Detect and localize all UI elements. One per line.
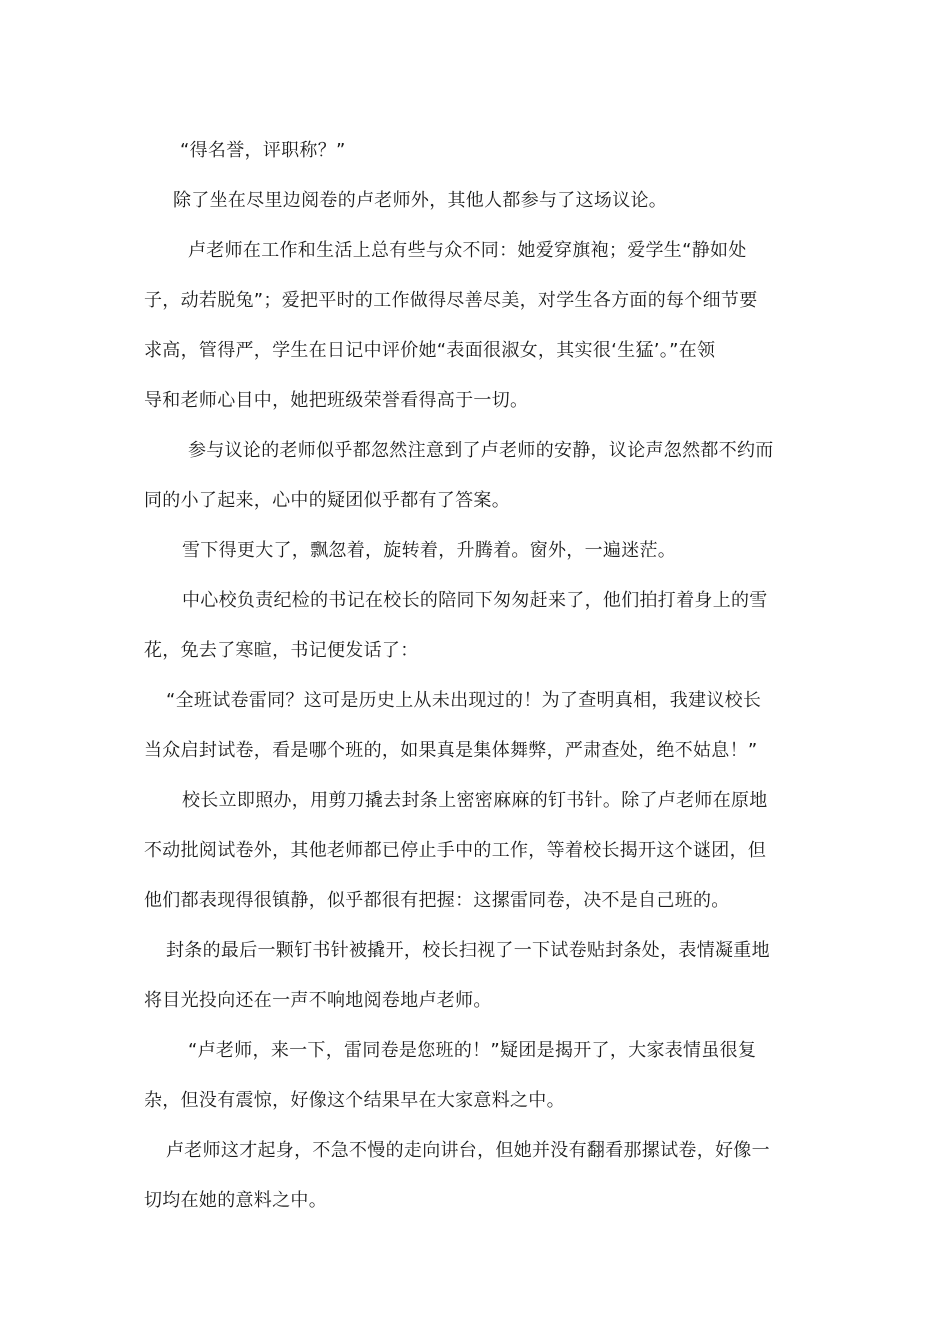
text-line: “全班试卷雷同？这可是历史上从未出现过的！为了查明真相，我建议校长 bbox=[166, 690, 762, 711]
text-line: 当众启封试卷，看是哪个班的，如果真是集体舞弊，严肃查处，绝不姑息！” bbox=[144, 740, 758, 761]
text-line: 卢老师在工作和生活上总有些与众不同：她爱穿旗袍；爱学生“静如处 bbox=[188, 240, 747, 261]
text-line: 杂，但没有震惊，好像这个结果早在大家意料之中。 bbox=[144, 1090, 565, 1111]
text-line: “卢老师，来一下，雷同卷是您班的！”疑团是揭开了，大家表情虽很复 bbox=[188, 1040, 757, 1061]
text-line: 他们都表现得很镇静，似乎都很有把握：这摞雷同卷，决不是自己班的。 bbox=[144, 890, 730, 911]
text-line: 卢老师这才起身，不急不慢的走向讲台，但她并没有翻看那摞试卷，好像一 bbox=[166, 1140, 770, 1161]
text-line: 切均在她的意料之中。 bbox=[144, 1190, 327, 1211]
text-line: 将目光投向还在一声不响地阅卷地卢老师。 bbox=[144, 990, 492, 1011]
text-line: 子，动若脱兔”；爱把平时的工作做得尽善尽美，对学生各方面的每个细节要 bbox=[144, 290, 758, 311]
text-line: 导和老师心目中，她把班级荣誉看得高于一切。 bbox=[144, 390, 529, 411]
text-line: “得名誉，评职称？” bbox=[180, 140, 346, 161]
text-line: 除了坐在尽里边阅卷的卢老师外，其他人都参与了这场议论。 bbox=[173, 190, 668, 211]
text-line: 同的小了起来，心中的疑团似乎都有了答案。 bbox=[144, 490, 510, 511]
text-line: 花，免去了寒暄，书记便发话了： bbox=[144, 640, 419, 661]
text-line: 雪下得更大了，飘忽着，旋转着，升腾着。窗外，一遍迷茫。 bbox=[182, 540, 677, 561]
text-line: 封条的最后一颗钉书针被撬开，校长扫视了一下试卷贴封条处，表情凝重地 bbox=[166, 940, 770, 961]
text-line: 求高，管得严，学生在日记中评价她“表面很淑女，其实很‘生猛’。”在领 bbox=[144, 340, 716, 361]
text-line: 中心校负责纪检的书记在校长的陪同下匆匆赶来了，他们拍打着身上的雪 bbox=[182, 590, 768, 611]
text-line: 参与议论的老师似乎都忽然注意到了卢老师的安静，议论声忽然都不约而 bbox=[188, 440, 774, 461]
text-line: 校长立即照办，用剪刀撬去封条上密密麻麻的钉书针。除了卢老师在原地 bbox=[182, 790, 768, 811]
text-line: 不动批阅试卷外，其他老师都已停止手中的工作，等着校长揭开这个谜团，但 bbox=[144, 840, 767, 861]
